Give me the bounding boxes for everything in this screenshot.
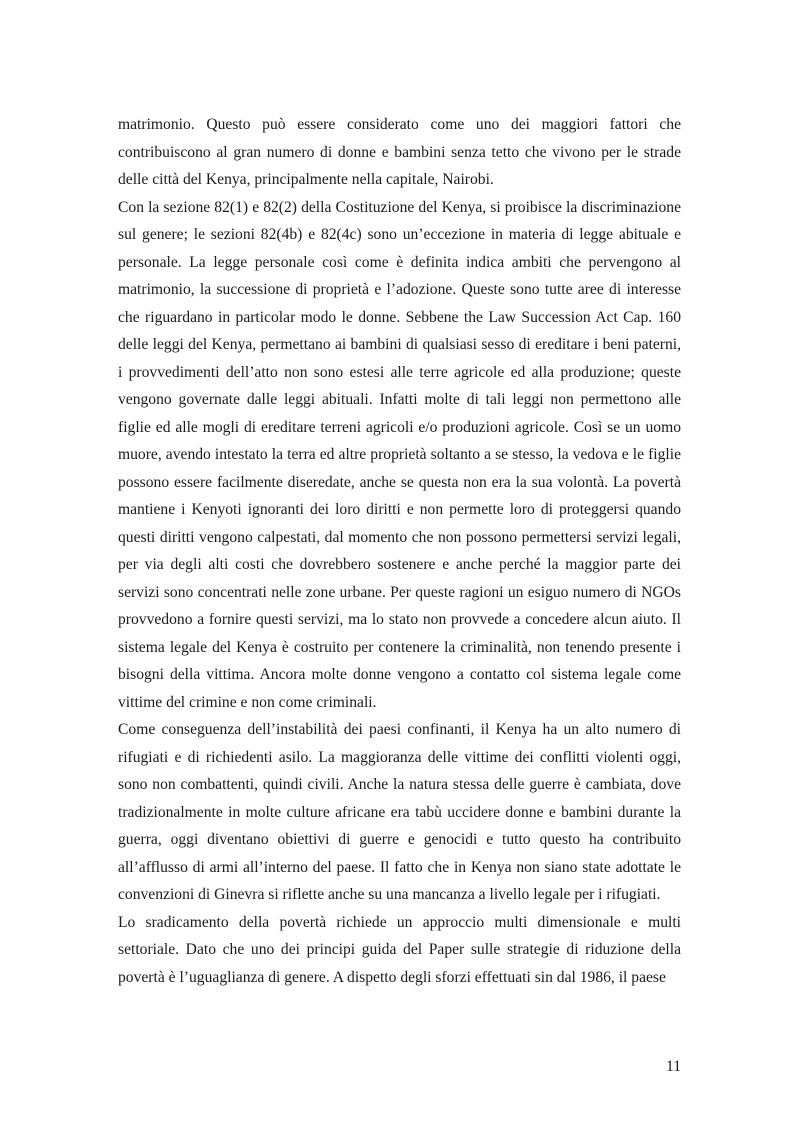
paragraph-constitution-inheritance: Con la sezione 82(1) e 82(2) della Costituzione del Kenya, si proibisce la discriminazione sul genere; le sezioni 82(4b) e 82(4c) sono un’eccezione in materia di legge abituale e personale. La legge personale così come è definita indica ambiti che pervengono al matrimonio, la successione di proprietà e l’adozione. Queste sono tutte aree di interesse che riguardano in particolar modo le donne. Sebbene the Law Succession Act Cap. 160 delle leggi del Kenya, permettano ai bambini di qualsiasi sesso di ereditare i beni paterni, i provvedimenti dell’atto non sono estesi alle terre agricole ed alla produzione; queste vengono governate dalle leggi abituali. Infatti molte di tali leggi non permettono alle figlie ed alle mogli di ereditare terreni agricoli e/o produzioni agricole. Così se un uomo muore, avendo intestato la terra ed altre proprietà soltanto a se stesso, la vedova e le figlie possono essere facilmente diseredate, anche se questa non era la sua volontà. La povertà mantiene i Kenyoti ignoranti dei loro diritti e non permette loro di proteggersi quando questi diritti vengono calpestati, dal momento che non possono permettersi servizi legali, per via degli alti costi che dovrebbero sostenere e anche perché la maggior parte dei servizi sono concentrati nelle zone urbane. Per queste ragioni un esiguo numero di NGOs provvedono a fornire questi servizi, ma lo stato non provvede a concedere alcun aiuto. Il sistema legale del Kenya è costruito per contenere la criminalità, non tenendo presente i bisogni della vittima. Ancora molte donne vengono a contatto col sistema legale come vittime del crimine e non come criminali.: [118, 198, 681, 711]
paragraph-poverty-eradication: Lo sradicamento della povertà richiede un approccio multi dimensionale e multi settoriale. Dato che uno dei principi guida del Paper sulle strategie di riduzione della povertà è l’uguaglianza di genere. A dispetto degli sforzi effettuati sin dal 1986, il paese: [118, 913, 681, 986]
page-number: 11: [665, 1058, 681, 1075]
paragraph-marriage-homeless: matrimonio. Questo può essere considerato come uno dei maggiori fattori che contribuiscono al gran numero di donne e bambini senza tetto che vivono per le strade delle città del Kenya, principalmente nella capitale, Nairobi.: [118, 116, 681, 188]
paragraph-refugees: Come conseguenza dell’instabilità dei paesi confinanti, il Kenya ha un alto numero di rifugiati e di richiedenti asilo. La maggioranza delle vittime dei conflitti violenti oggi, sono non combattenti, quindi civili. Anche la natura stessa delle guerre è cambiata, dove tradizionalmente in molte culture africane era tabù uccidere donne e bambini durante la guerra, oggi diventano obiettivi di guerre e genocidi e tutto questo ha contribuito all’afflusso di armi all’interno del paese. Il fatto che in Kenya non siano state adottate le convenzioni di Ginevra si riflette anche su una mancanza a livello legale per i rifugiati.: [118, 721, 681, 903]
body-text: [118, 111, 681, 991]
